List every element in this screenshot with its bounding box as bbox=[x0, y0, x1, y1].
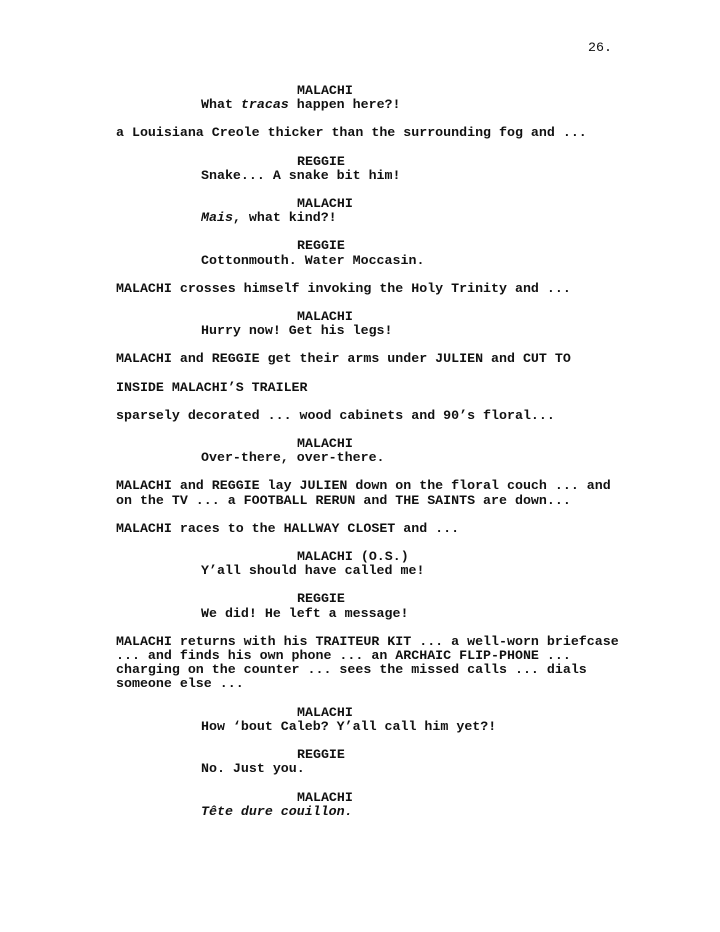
character-cue: MALACHI bbox=[297, 196, 353, 212]
dialogue-line bbox=[201, 211, 676, 225]
action-line: on the TV ... a FOOTBALL RERUN and THE SAINTS are down... bbox=[116, 492, 571, 508]
dialogue-line: Hurry now! Get his legs! bbox=[201, 323, 393, 339]
character-cue: MALACHI bbox=[297, 789, 353, 805]
action-line: MALACHI and REGGIE get their arms under JULIEN and CUT TO bbox=[116, 351, 571, 367]
dialogue-line: How ‘bout Caleb? Y’all call him yet?! bbox=[201, 718, 497, 734]
action-line: MALACHI races to the HALLWAY CLOSET and ... bbox=[116, 520, 460, 536]
text-span: , what kind?! bbox=[232, 210, 337, 226]
line-gap bbox=[116, 777, 676, 791]
line-gap bbox=[116, 692, 676, 706]
line-gap bbox=[116, 183, 676, 197]
character-cue: MALACHI bbox=[297, 83, 353, 98]
character-cue: MALACHI bbox=[297, 704, 353, 720]
line-gap bbox=[116, 578, 676, 592]
line-gap bbox=[116, 536, 676, 550]
character-cue: REGGIE bbox=[297, 238, 345, 254]
dialogue-line: We did! He left a message! bbox=[201, 605, 409, 621]
action-line: MALACHI crosses himself invoking the Holy Trinity and ... bbox=[116, 280, 571, 296]
dialogue-line: Y’all should have called me! bbox=[201, 563, 425, 579]
action-line: ... and finds his own phone ... an ARCHAIC FLIP-PHONE ... bbox=[116, 648, 571, 664]
character-cue: REGGIE bbox=[297, 591, 345, 607]
screenplay-body bbox=[116, 84, 676, 819]
line-gap bbox=[116, 508, 676, 522]
dialogue-line bbox=[201, 98, 676, 112]
character-cue: REGGIE bbox=[297, 747, 345, 763]
dialogue-line: Snake... A snake bit him! bbox=[201, 167, 401, 183]
action-line: charging on the counter ... sees the missed calls ... dials bbox=[116, 662, 587, 678]
line-gap bbox=[116, 225, 676, 239]
line-gap bbox=[116, 367, 676, 381]
line-gap bbox=[116, 734, 676, 748]
line-gap bbox=[116, 395, 676, 409]
character-cue: MALACHI bbox=[297, 309, 353, 325]
character-cue: MALACHI (O.S.) bbox=[297, 549, 409, 565]
character-cue: REGGIE bbox=[297, 153, 345, 169]
line-gap bbox=[116, 621, 676, 635]
line-gap bbox=[116, 268, 676, 282]
action-line: sparsely decorated ... wood cabinets and 90’s floral... bbox=[116, 407, 555, 423]
italic-text: Tête dure couillon. bbox=[201, 803, 353, 819]
text-span: What bbox=[201, 97, 241, 113]
dialogue-line: Over-there, over-there. bbox=[201, 450, 385, 466]
action-line: INSIDE MALACHI’S TRAILER bbox=[116, 379, 308, 395]
line-gap bbox=[116, 141, 676, 155]
action-line: MALACHI and REGGIE lay JULIEN down on the floral couch ... and bbox=[116, 478, 611, 494]
italic-text: tracas bbox=[240, 97, 289, 113]
character-cue: MALACHI bbox=[297, 436, 353, 452]
dialogue-line: No. Just you. bbox=[201, 761, 305, 777]
action-line: a Louisiana Creole thicker than the surrounding fog and ... bbox=[116, 125, 587, 141]
action-line: MALACHI returns with his TRAITEUR KIT ... a well-worn briefcase bbox=[116, 633, 619, 649]
dialogue-line bbox=[201, 805, 676, 819]
line-gap bbox=[116, 465, 676, 479]
line-gap bbox=[116, 112, 676, 126]
action-line: someone else ... bbox=[116, 676, 244, 692]
page-number: 26. bbox=[588, 40, 612, 55]
text-span: happen here?! bbox=[288, 97, 401, 113]
line-gap bbox=[116, 296, 676, 310]
italic-text: Mais bbox=[201, 210, 233, 226]
dialogue-line: Cottonmouth. Water Moccasin. bbox=[201, 252, 425, 268]
line-gap bbox=[116, 338, 676, 352]
line-gap bbox=[116, 423, 676, 437]
